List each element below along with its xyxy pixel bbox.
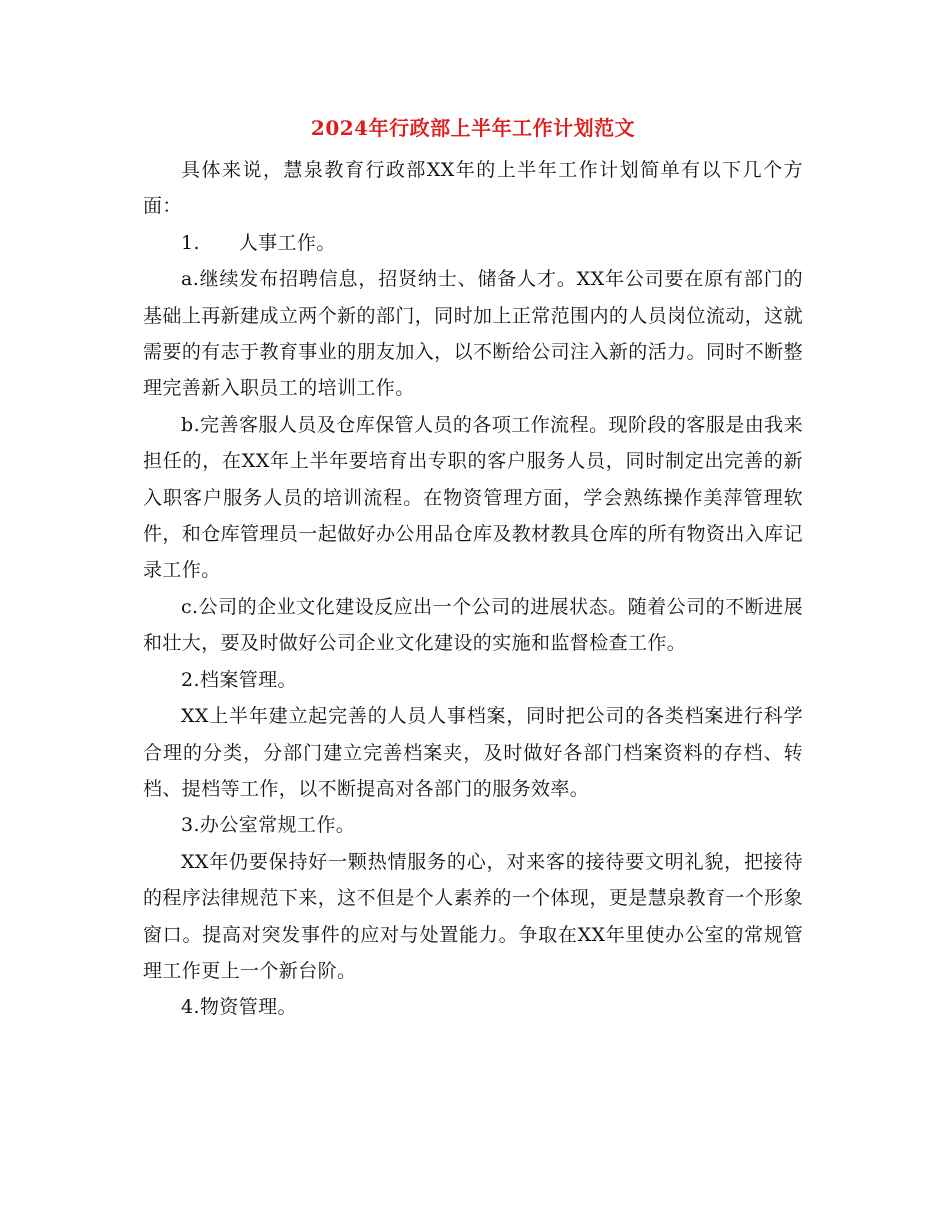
paragraph-office-routine: XX年仍要保持好一颗热情服务的心，对来客的接待要文明礼貌，把接待的程序法律规范下来，这不但是个人素养的一个体现，更是慧泉教育一个形象窗口。提高对突发事件的应对与处置能力。争取在XX年里使办公室的常规管理工作更上一个新台阶。 <box>143 850 803 982</box>
paragraph-archive: XX上半年建立起完善的人员人事档案，同时把公司的各类档案进行科学合理的分类，分部门建立完善档案夹，及时做好各部门档案资料的存档、转档、提档等工作，以不断提高对各部门的服务效率。 <box>143 705 803 800</box>
document-title: 2024年行政部上半年工作计划范文 <box>310 116 636 140</box>
document-page <box>143 112 803 1026</box>
heading-archive-management: 2.档案管理。 <box>181 668 297 691</box>
paragraph-item-c: c.公司的企业文化建设反应出一个公司的进展状态。随着公司的不断进展和壮大，要及时做好公司企业文化建设的实施和监督检查工作。 <box>143 595 803 655</box>
paragraph-intro: 具体来说，慧泉教育行政部XX年的上半年工作计划简单有以下几个方面： <box>143 159 803 218</box>
paragraph-item-a: a.继续发布招聘信息，招贤纳士、储备人才。XX年公司要在原有部门的基础上再新建成立两个新的部门，同时加上正常范围内的人员岗位流动，这就需要的有志于教育事业的朋友加入，以不断给公司注入新的活力。同时不断整理完善新入职员工的培训工作。 <box>143 268 803 400</box>
heading-personnel-work: 1. 人事工作。 <box>181 231 336 254</box>
heading-office-routine: 3.办公室常规工作。 <box>181 814 356 837</box>
paragraph-item-b: b.完善客服人员及仓库保管人员的各项工作流程。现阶段的客服是由我来担任的，在XX年上半年要培育出专职的客户服务人员，同时制定出完善的新入职客户服务人员的培训流程。在物资管理方面，学会熟练操作美萍管理软件，和仓库管理员一起做好办公用品仓库及教材教具仓库的所有物资出入库记录工作。 <box>143 413 803 582</box>
heading-material-management: 4.物资管理。 <box>181 996 297 1019</box>
